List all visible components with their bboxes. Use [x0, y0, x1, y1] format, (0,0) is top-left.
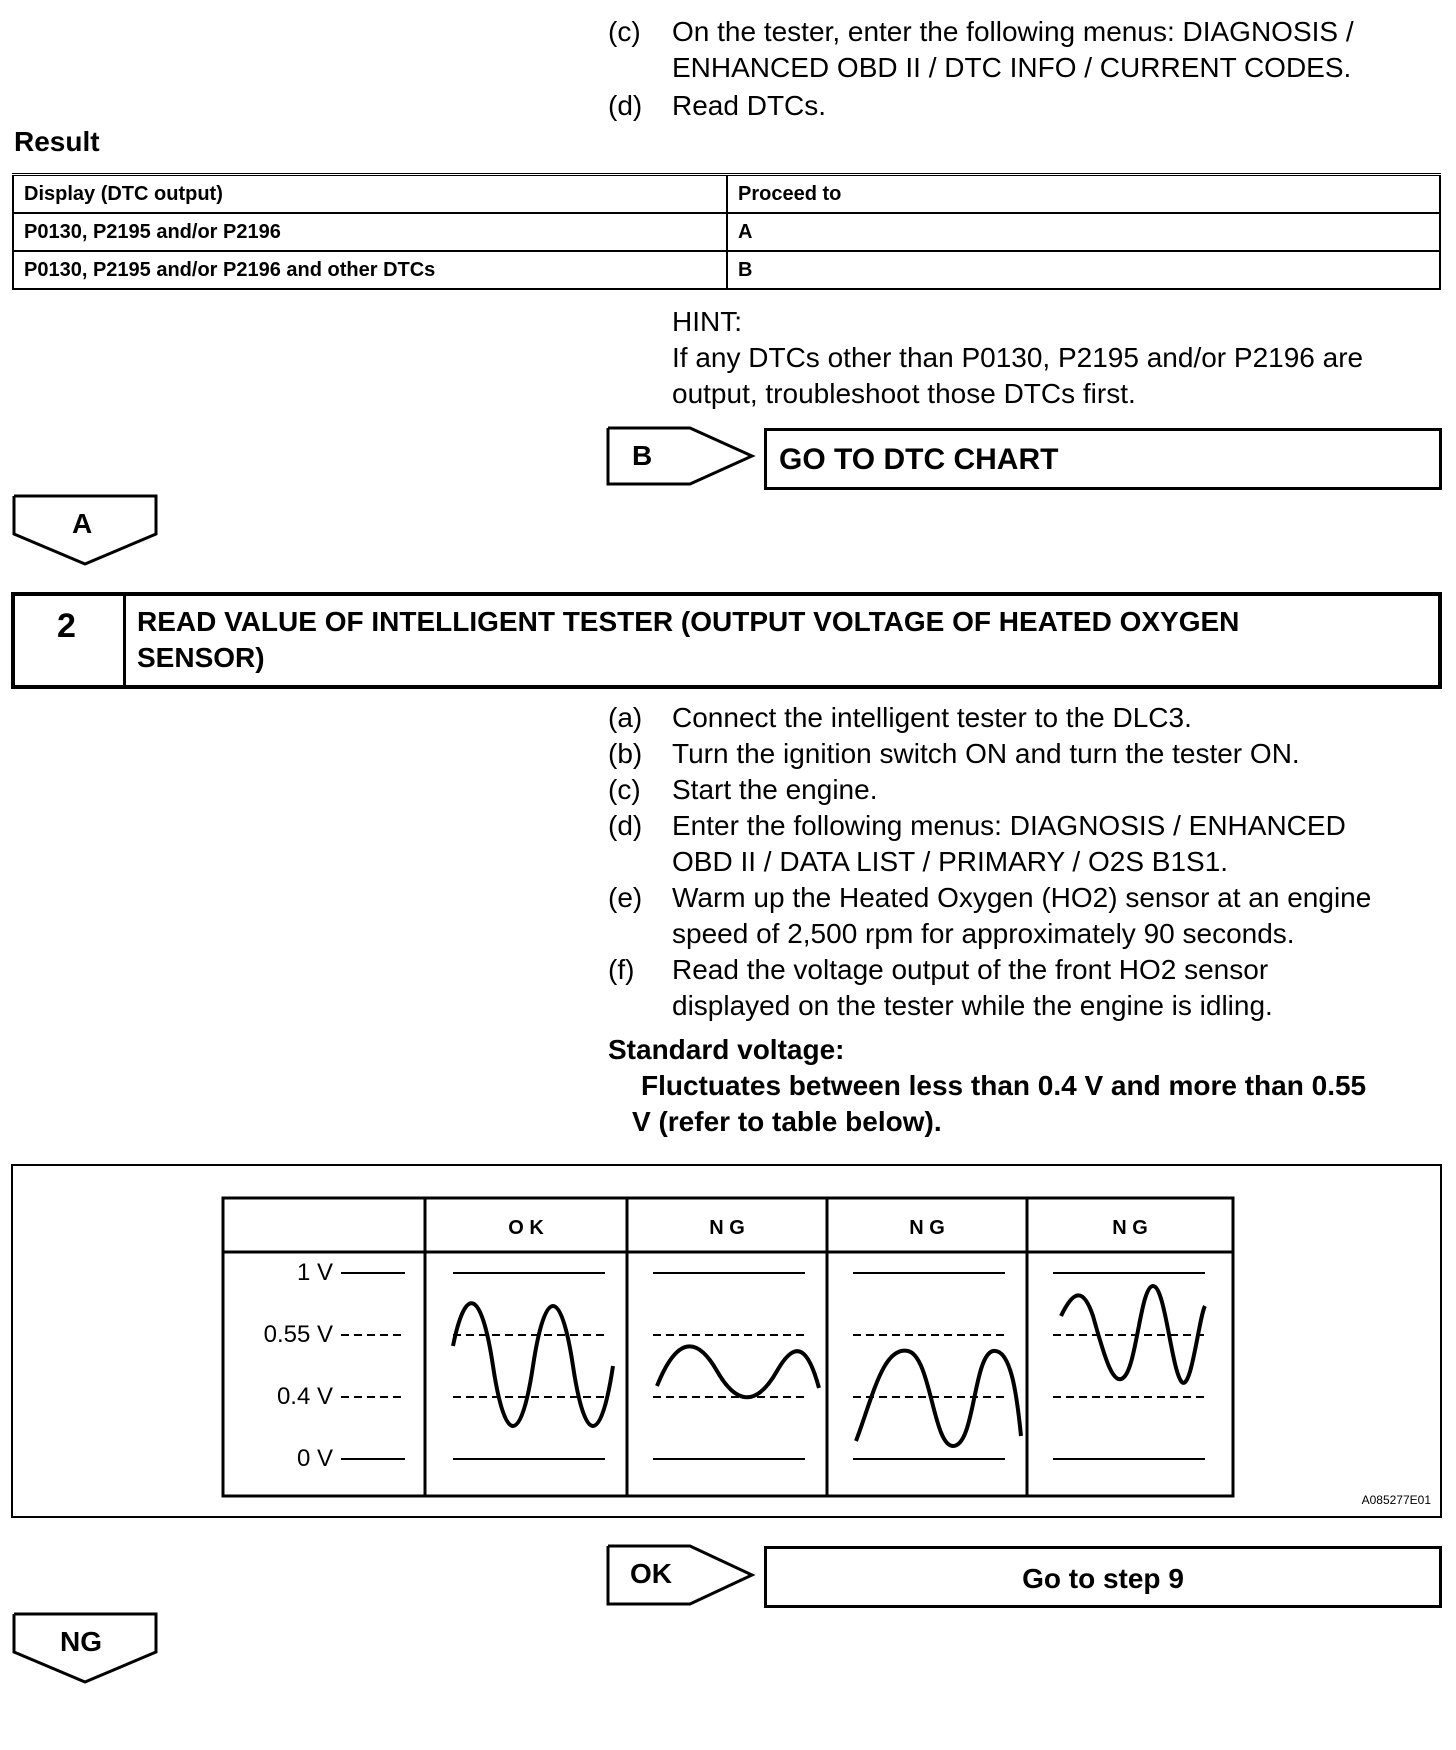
figure-column-header: N G [1112, 1217, 1148, 1239]
step-text-line: speed of 2,500 rpm for approximately 90 seconds. [672, 918, 1295, 949]
step-letter: (c) [608, 774, 641, 805]
reference-lines-col1 [453, 1273, 605, 1459]
step2-number: 2 [57, 607, 76, 645]
voltage-label-04v: 0.4 V [276, 1383, 333, 1410]
step-text-line: Read DTCs. [672, 90, 827, 121]
voltage-figure [11, 1164, 1442, 1518]
step-letter: (b) [608, 738, 643, 769]
step2-number-cell [15, 596, 126, 685]
step-text-line: Enter the following menus: DIAGNOSIS / ENHANCED [672, 810, 1346, 841]
table-header-cell: Display (DTC output) [13, 175, 727, 214]
voltage-label-055v: 0.55 V [263, 1321, 333, 1348]
table-cell: P0130, P2195 and/or P2196 [13, 213, 727, 251]
branch-a-label: A [72, 508, 93, 539]
step-text-line: ENHANCED OBD II / DTC INFO / CURRENT CODES. [672, 52, 1352, 83]
table-row [13, 251, 1440, 289]
step-text-line: Turn the ignition switch ON and turn the tester ON. [672, 738, 1300, 769]
branch-b-action: GO TO DTC CHART [779, 443, 1059, 476]
figure-column-header: O K [508, 1217, 544, 1239]
step-letter: (a) [608, 702, 643, 733]
table-cell: P0130, P2195 and/or P2196 and other DTCs [13, 251, 727, 289]
voltage-label-0v: 0 V [296, 1445, 333, 1472]
figure-grid-frame [223, 1198, 1233, 1496]
branch-ok-action-box[interactable] [764, 1546, 1442, 1608]
table-cell: A [727, 213, 1440, 251]
waveform-ng-2 [856, 1351, 1021, 1446]
top-step-d [608, 88, 1448, 124]
branch-ng-label: NG [60, 1626, 102, 1657]
figure-id: A085277E01 [1361, 1493, 1431, 1507]
branch-b-action-box[interactable] [764, 428, 1442, 490]
figure-column-header: N G [709, 1217, 745, 1239]
step-text-line: Connect the intelligent tester to the DLC3. [672, 702, 1192, 733]
step-text-line: Warm up the Heated Oxygen (HO2) sensor at an engine [672, 882, 1372, 913]
step2-header [11, 592, 1442, 689]
step-letter: (c) [608, 16, 641, 47]
step-text-line: Start the engine. [672, 774, 878, 805]
step-text-line: OBD II / DATA LIST / PRIMARY / O2S B1S1. [672, 846, 1229, 877]
figure-column-header: N G [909, 1217, 945, 1239]
step2-title-line: SENSOR) [137, 642, 265, 673]
table-row [13, 213, 1440, 251]
voltage-figure-svg [13, 1166, 1440, 1516]
step-text-line: Read the voltage output of the front HO2 sensor [672, 954, 1269, 985]
table-cell: B [727, 251, 1440, 289]
waveform-ng-1 [657, 1346, 819, 1397]
step2-substeps [608, 700, 1448, 1030]
hint-label: HINT: [672, 306, 742, 337]
step2-title-line: READ VALUE OF INTELLIGENT TESTER (OUTPUT VOLTAGE OF HEATED OXYGEN [137, 606, 1240, 637]
step-letter: (d) [608, 90, 643, 121]
voltage-label-1v: 1 V [296, 1259, 333, 1286]
table-header-cell: Proceed to [727, 175, 1440, 214]
step-text-line: displayed on the tester while the engine is idling. [672, 990, 1273, 1021]
result-table [12, 173, 1441, 290]
top-step-c [608, 14, 1448, 86]
step-letter: (f) [608, 954, 635, 985]
waveform-ok [453, 1303, 613, 1426]
result-heading: Result [14, 126, 100, 157]
standard-value-line: Fluctuates between less than 0.4 V and more than 0.55 [641, 1070, 1367, 1101]
step-letter: (d) [608, 810, 643, 841]
branch-ok-action: Go to step 9 [1022, 1563, 1184, 1594]
step-text-line: On the tester, enter the following menus: DIAGNOSIS / [672, 16, 1354, 47]
standard-label: Standard voltage: [608, 1034, 845, 1065]
table-header-row [13, 175, 1440, 214]
hint-text-line: If any DTCs other than P0130, P2195 and/or P2196 are [672, 342, 1364, 373]
step-letter: (e) [608, 882, 643, 913]
branch-b-arrow-shape [608, 428, 752, 484]
branch-ok-label: OK [630, 1558, 672, 1589]
standard-value-line: V (refer to table below). [632, 1106, 942, 1137]
step2-title [137, 604, 1427, 676]
hint-text-line: output, troubleshoot those DTCs first. [672, 378, 1136, 409]
hint-block [672, 304, 1452, 412]
branch-b-label: B [632, 440, 653, 471]
